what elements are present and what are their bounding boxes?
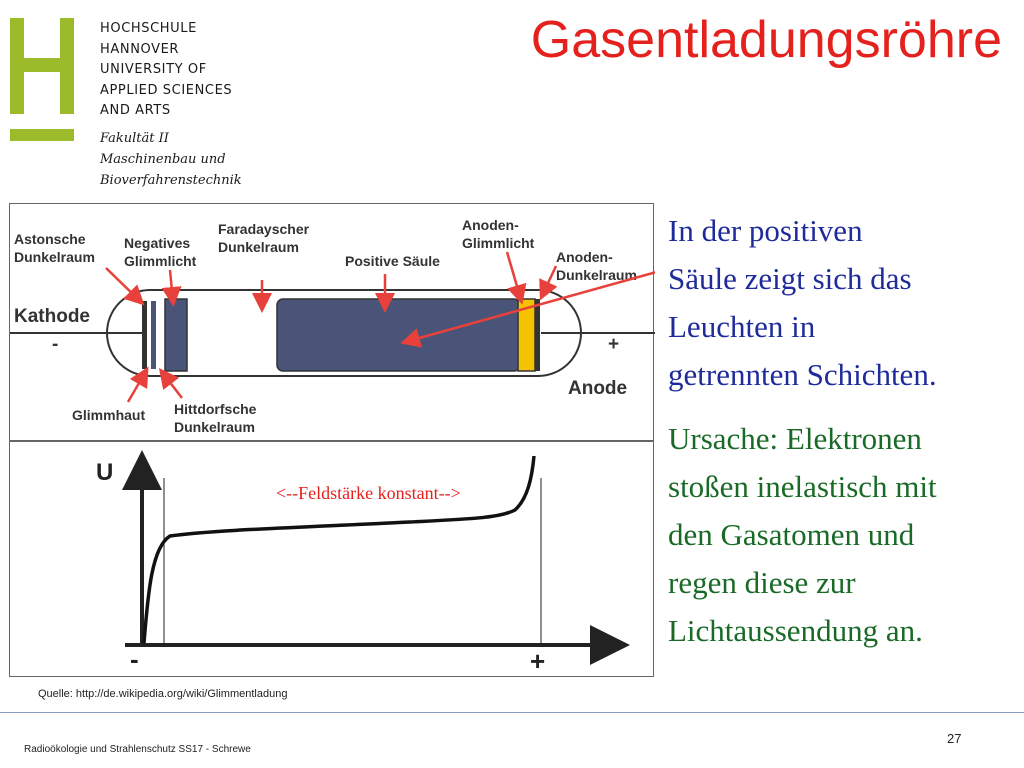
faculty-line: Maschinenbau und [100,152,226,167]
label-anoden-dunkel-2: Dunkelraum [556,267,637,283]
text-block-positive-column [668,207,937,399]
glimmhaut-layer [151,301,156,369]
label-minus: - [52,334,59,355]
axis-plus-label: + [530,646,546,676]
label-anode: Anode [568,378,628,399]
label-anoden-dunkel: Anoden- [556,249,613,265]
footer-divider [0,712,1024,713]
faculty-name [100,128,242,191]
label-hittdorf-2: Dunkelraum [174,419,255,435]
university-logo [10,18,76,149]
cathode-plate [142,301,147,369]
negative-glow [165,299,187,371]
label-astonsche: Astonsche [14,231,86,247]
faculty-line: Bioverfahrenstechnik [100,173,242,188]
label-negatives-2: Glimmlicht [124,253,197,269]
voltage-plot [9,441,654,677]
anode-plate [535,299,540,371]
text-line: Säule zeigt sich das [668,261,912,296]
text-line: stoßen inelastisch mit [668,469,937,504]
axis-u-label: U [96,459,114,486]
logo-line: APPLIED SCIENCES [100,82,233,98]
text-line: Ursache: Elektronen [668,421,922,456]
axis-minus-label: - [130,644,139,674]
label-hittdorf: Hittdorfsche [174,401,257,417]
label-kathode: Kathode [14,306,90,327]
positive-column [277,299,520,371]
text-line: Lichtaussendung an. [668,613,923,648]
text-line: In der positiven [668,213,863,248]
faculty-line: Fakultät II [100,131,169,146]
text-line: Leuchten in [668,309,816,344]
footer-course: Radioökologie und Strahlenschutz SS17 - Schrewe [24,744,251,755]
text-line: regen diese zur [668,565,856,600]
h-logo-mark [10,18,76,144]
label-positive: Positive Säule [345,253,440,269]
label-plus: + [608,334,620,355]
slide-title: Gasentladungsröhre [530,11,1002,69]
label-faraday: Faradayscher [218,221,310,237]
logo-line: HANNOVER [100,41,180,57]
text-line: getrennten Schichten. [668,357,937,392]
university-name [100,19,232,122]
page-number: 27 [947,731,962,746]
logo-line: HOCHSCHULE [100,21,197,36]
label-anoden-glimm-2: Glimmlicht [462,235,535,251]
text-line: den Gasatomen und [668,517,915,552]
label-anoden-glimm: Anoden- [462,217,519,233]
logo-line: AND ARTS [100,103,171,119]
label-glimmhaut: Glimmhaut [72,407,146,423]
label-astonsche-2: Dunkelraum [14,249,95,265]
field-annotation: <--Feldstärke konstant--> [276,483,461,503]
logo-line: UNIVERSITY OF [100,62,207,78]
tube-svg [10,204,655,442]
label-negatives: Negatives [124,235,191,251]
tube-diagram [9,203,654,441]
source-citation: Quelle: http://de.wikipedia.org/wiki/Glimmentladung [38,688,288,700]
text-block-cause [668,415,937,655]
plot-svg [10,442,655,678]
label-faraday-2: Dunkelraum [218,239,299,255]
